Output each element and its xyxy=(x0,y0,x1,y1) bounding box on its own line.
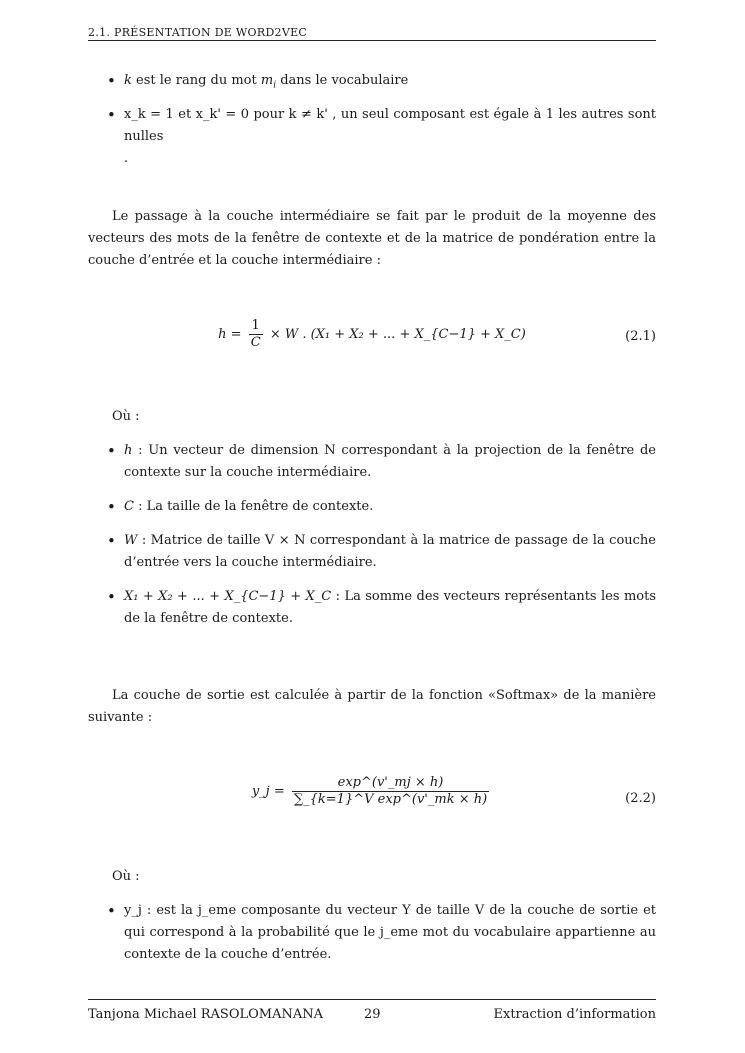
running-header: 2.1. PRÉSENTATION DE WORD2VEC xyxy=(88,26,308,39)
def-c: C : La taille de la fenêtre de contexte. xyxy=(124,499,374,514)
def-w: W : Matrice de taille V × N correspondant à la matrice de passage de la couche d’entrée vers la couche intermédiaire. xyxy=(124,533,656,570)
def-yj: y_j : est la j_eme composante du vecteur Y de taille V de la couche de sortie et qui correspond à la probabilité que le j_eme mot du vocabulaire appartienne au contexte de la couche d’entrée. xyxy=(124,903,656,962)
def-h: h : Un vecteur de dimension N correspondant à la projection de la fenêtre de contexte sur la couche intermédiaire. xyxy=(124,443,656,480)
page-number: 29 xyxy=(364,1007,381,1022)
bullet: • xyxy=(107,902,116,920)
bullet-rank: k est le rang du mot $m_i$ dans le vocabulaire xyxy=(124,73,409,91)
footer-author: Tanjona Michael RASOLOMANANA xyxy=(88,1007,324,1022)
def-sum: X₁ + X₂ + ... + X_{C−1} + X_C : La somme des vecteurs représentants les mots de la fenêtre de contexte. xyxy=(124,589,656,626)
footer-title: Extraction d’information xyxy=(493,1007,656,1022)
bullet: • xyxy=(107,498,116,516)
equation-2-2: y_j = $\frac{\exp\^{}(v'\_mj \times h)}{\text{∑\_\{k=1\}\textasciicircum{}V exp\textasciicircum{}(v'\_mk × h)}}$ xyxy=(251,775,488,807)
bullet: • xyxy=(107,442,116,460)
bullet: • xyxy=(107,532,116,550)
header-rule xyxy=(88,40,656,41)
bullet: • xyxy=(107,106,116,124)
equation-number: (2.2) xyxy=(625,791,656,806)
paragraph-hidden-layer: Le passage à la couche intermédiaire se fait par le produit de la moyenne des vecteurs des mots de la fenêtre de contexte et de la matrice de pondération entre la couche d’entrée et la couche intermédiaire : xyxy=(88,209,656,268)
bullet-onehot: x_k = 1 et x_k' = 0 pour k ≠ k' , un seul composant est égale à 1 les autres sont nulles . xyxy=(124,107,656,166)
paragraph-softmax: La couche de sortie est calculée à partir de la fonction «Softmax» de la manière suivante : xyxy=(88,688,656,725)
equation-2-1: h = $\frac{1}{C}$ × W . (X₁ + X₂ + ... + X_{C−1} + X_C) xyxy=(218,318,526,350)
equation-number: (2.1) xyxy=(625,329,656,344)
footer-rule xyxy=(88,999,656,1000)
ou-label: Où : xyxy=(112,869,140,884)
ou-label: Où : xyxy=(112,409,140,424)
bullet: • xyxy=(107,72,116,90)
bullet: • xyxy=(107,588,116,606)
